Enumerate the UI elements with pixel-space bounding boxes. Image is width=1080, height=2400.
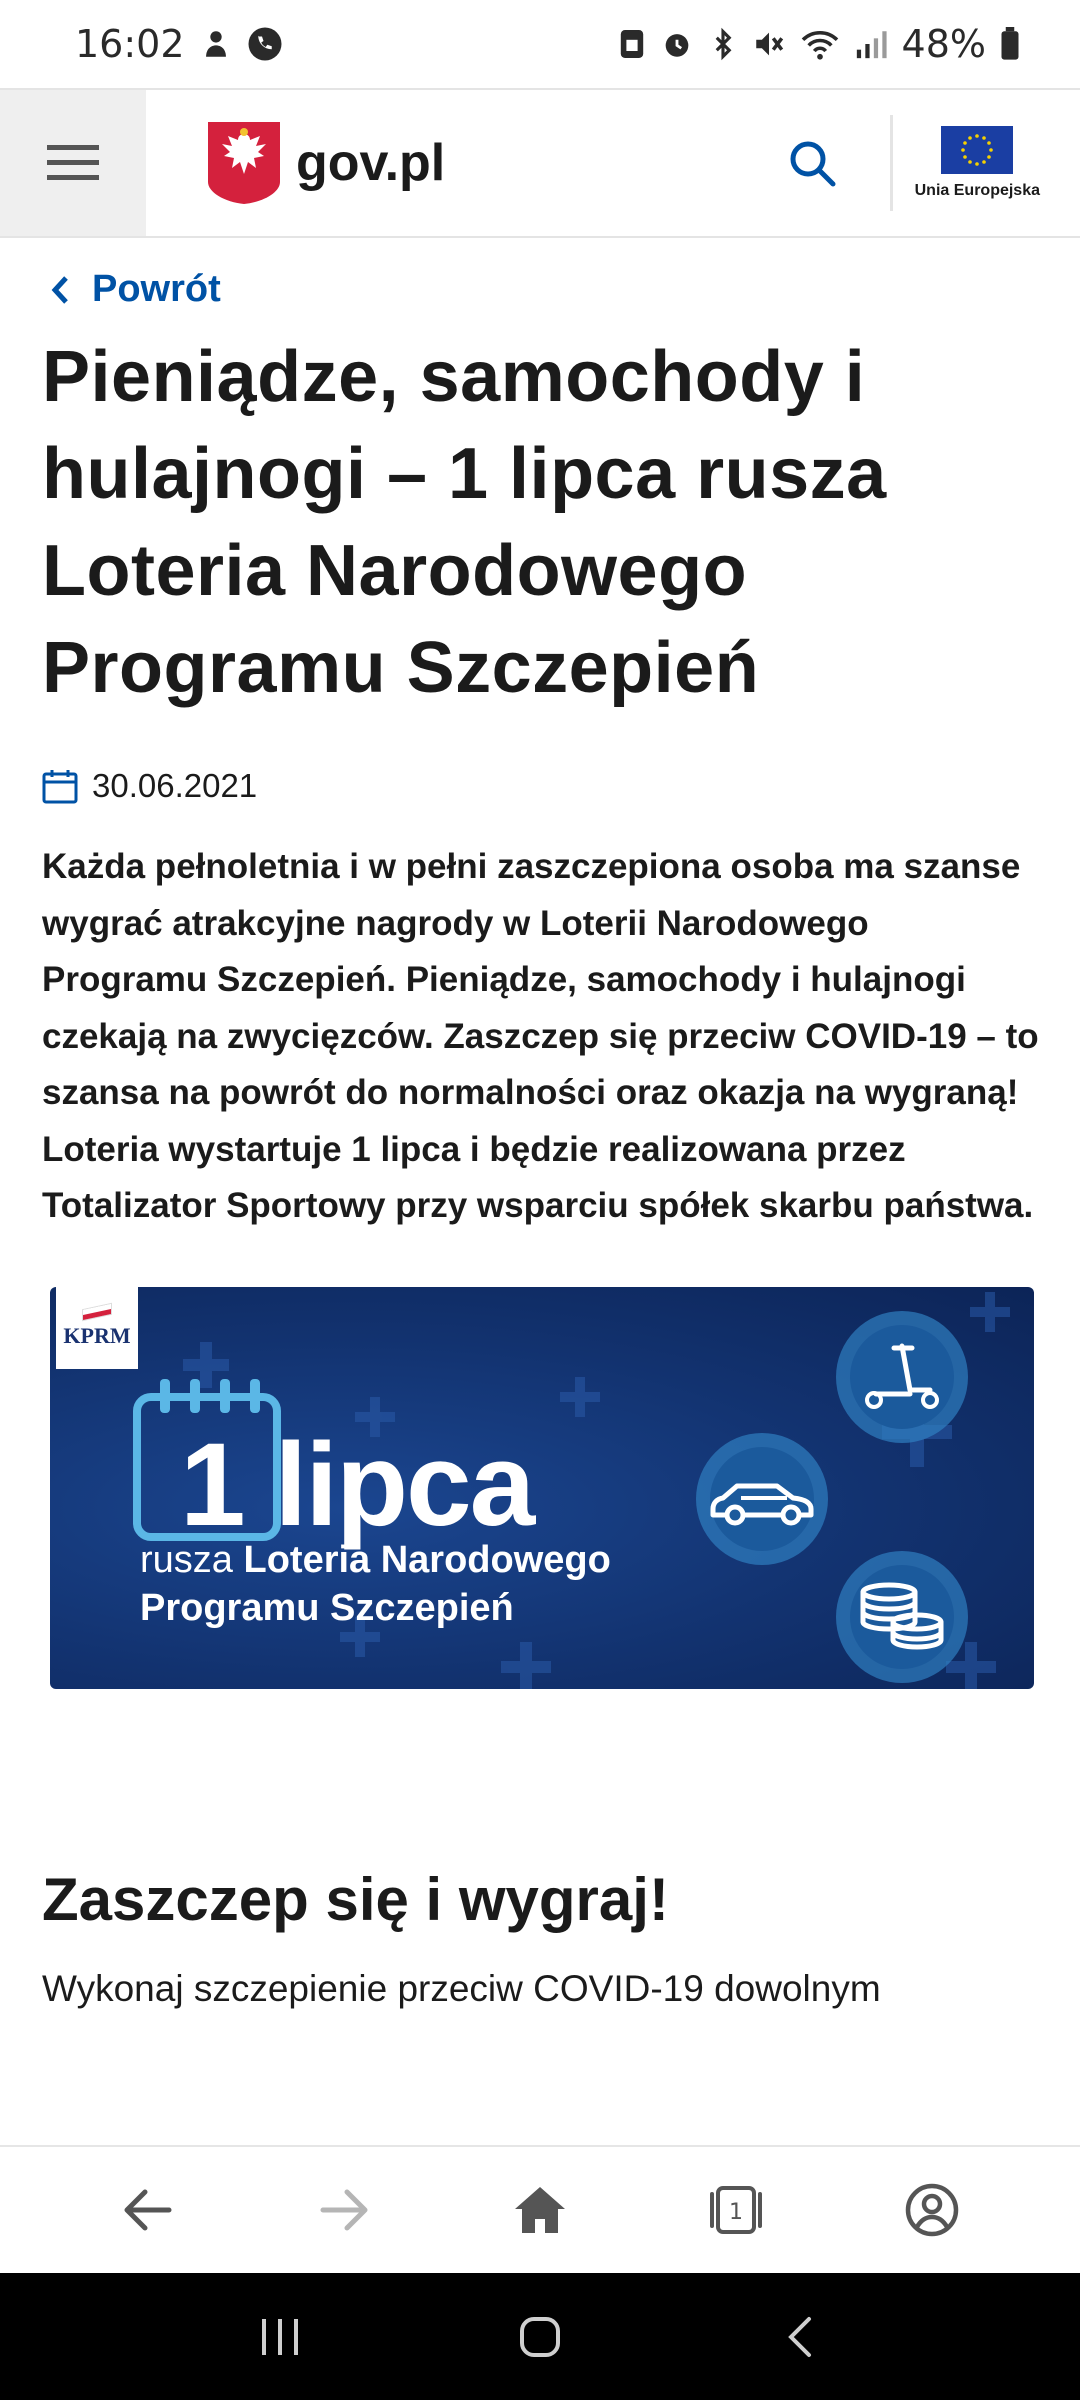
flag-icon [83, 1304, 111, 1320]
tabs-button[interactable] [681, 2155, 791, 2265]
body-paragraph: Wykonaj szczepienie przeciw COVID-19 dowolnym [42, 1967, 881, 2009]
home-button[interactable] [485, 2155, 595, 2265]
publish-date [42, 767, 1042, 805]
banner-subline-1 [140, 1539, 611, 1582]
chevron-left-icon [50, 274, 70, 306]
tabs-icon [704, 2182, 768, 2238]
home-icon [513, 2185, 567, 2235]
back-link-label: Powrót [92, 268, 221, 310]
mute-icon [752, 27, 786, 61]
section-title: Zaszczep się i wygraj! [42, 1865, 669, 1933]
status-time: 16:02 [75, 22, 185, 66]
hamburger-icon [47, 143, 99, 183]
arrow-right-icon [319, 2188, 369, 2232]
date-value: 30.06.2021 [92, 767, 258, 804]
search-icon [787, 138, 837, 188]
back-button[interactable] [93, 2155, 203, 2265]
banner-bold: Loteria Narodowego [243, 1538, 611, 1581]
scooter-icon [862, 1342, 942, 1412]
page-title: Pieniądze, samochody i hulajnogi – 1 lipca rusza Loteria Narodowego Programu Szczepień [42, 337, 887, 708]
alarm-icon [660, 27, 694, 61]
bluetooth-icon [708, 27, 738, 61]
logo-text: gov.pl [296, 134, 446, 192]
lead-paragraph: Każda pełnoletnia i w pełni zaszczepiona osoba ma szanse wygrać atrakcyjne nagrody w Loterii Narodowego Programu Szczepień. Pieniądze, samochody i hulajnogi czekają na zwycięzców. Zaszczep się przeciw COVID-19 – to szansa na powrót do normalności oraz okazja na wygraną! Loteria wystartuje 1 lipca i będzie realizowana przez Totalizator Sportowy przy wsparciu spółek skarbu państwa. [42, 847, 1039, 1225]
forward-button[interactable] [289, 2155, 399, 2265]
banner-background [50, 1287, 1034, 1689]
site-header [0, 88, 1080, 238]
back-link[interactable] [50, 268, 1042, 311]
eagle-emblem-icon [208, 122, 280, 204]
coins-icon [857, 1582, 947, 1652]
notification-icon [199, 27, 233, 61]
menu-button[interactable] [0, 90, 146, 236]
eu-logo[interactable] [915, 126, 1040, 200]
system-nav-bar [0, 2273, 1080, 2400]
battery-icon [1000, 27, 1020, 61]
header-divider [890, 115, 893, 211]
eu-flag-icon [941, 126, 1013, 174]
back-nav-button[interactable] [750, 2287, 850, 2387]
home-nav-icon [518, 2315, 562, 2359]
eu-label: Unia Europejska [914, 182, 1040, 199]
recents-button[interactable] [230, 2287, 330, 2387]
account-button[interactable] [877, 2155, 987, 2265]
search-button[interactable] [762, 113, 862, 213]
arrow-left-icon [123, 2188, 173, 2232]
tab-count: 1 [729, 2200, 743, 2225]
account-icon [904, 2182, 960, 2238]
kprm-label: KPRM [63, 1322, 131, 1348]
wifi-icon [800, 27, 840, 61]
gov-logo[interactable] [208, 122, 445, 204]
lottery-banner [42, 1279, 1042, 1699]
status-bar [0, 0, 1080, 88]
phone-call-icon [247, 26, 283, 62]
car-icon [707, 1471, 817, 1527]
battery-percent: 48% [901, 22, 986, 66]
kprm-badge [56, 1287, 138, 1369]
back-nav-icon [785, 2315, 815, 2359]
signal-icon [854, 27, 888, 61]
banner-prefix: rusza [140, 1538, 233, 1581]
sim-icon [618, 27, 646, 61]
banner-subline-2: Programu Szczepień [140, 1586, 514, 1629]
banner-headline: 1 lipca [180, 1418, 534, 1551]
calendar-icon [42, 768, 78, 804]
article [42, 238, 1042, 2010]
recents-icon [258, 2317, 302, 2357]
home-nav-button[interactable] [490, 2287, 590, 2387]
browser-toolbar [0, 2145, 1080, 2273]
